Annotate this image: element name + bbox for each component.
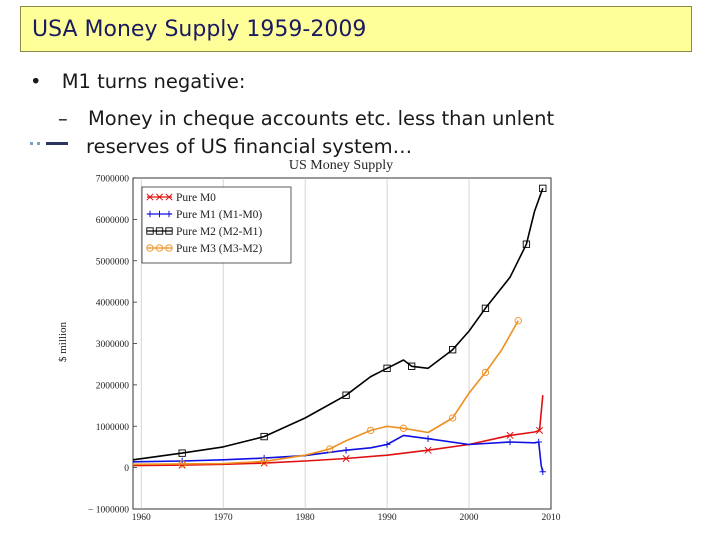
- y-tick-label: − 1000000: [88, 505, 129, 516]
- legend-label: Pure M0: [176, 192, 216, 204]
- x-tick-label: 2010: [541, 513, 561, 523]
- y-tick-label: 5000000: [95, 257, 129, 268]
- y-tick-label: 7000000: [95, 174, 129, 185]
- legend-label: Pure M2 (M2-M1): [176, 226, 263, 238]
- legend-label: Pure M3 (M3-M2): [176, 243, 263, 255]
- slide-title: USA Money Supply 1959-2009: [32, 17, 367, 42]
- x-ticks: [132, 513, 561, 523]
- legend-label: Pure M1 (M1-M0): [176, 209, 263, 221]
- y-tick-label: 4000000: [95, 298, 129, 309]
- y-tick-label: 2000000: [95, 381, 129, 392]
- dash-marker: –: [58, 107, 68, 130]
- sub-bullet-text-1: Money in cheque accounts etc. less than unlent: [87, 107, 555, 130]
- x-tick-label: 1990: [377, 513, 397, 523]
- x-tick-label: 2000: [459, 513, 479, 523]
- y-ticks: [88, 175, 137, 516]
- x-tick-label: 1960: [131, 513, 151, 523]
- y-tick-label: 0: [124, 464, 129, 475]
- y-tick-label: 1000000: [95, 422, 129, 433]
- y-tick-label: 3000000: [95, 340, 129, 350]
- y-tick-label: 6000000: [95, 215, 129, 226]
- artifact-marks: [30, 142, 76, 145]
- legend: [142, 187, 291, 263]
- chart-title: US Money Supply: [288, 158, 394, 173]
- x-tick-label: 1980: [295, 513, 315, 523]
- x-tick-label: 1970: [213, 513, 233, 523]
- sub-bullet-text-2: reserves of US financial system…: [86, 135, 413, 158]
- bullet-marker: •: [30, 70, 42, 93]
- y-axis-label: $ million: [57, 321, 69, 363]
- bullet-text: M1 turns negative:: [61, 70, 246, 93]
